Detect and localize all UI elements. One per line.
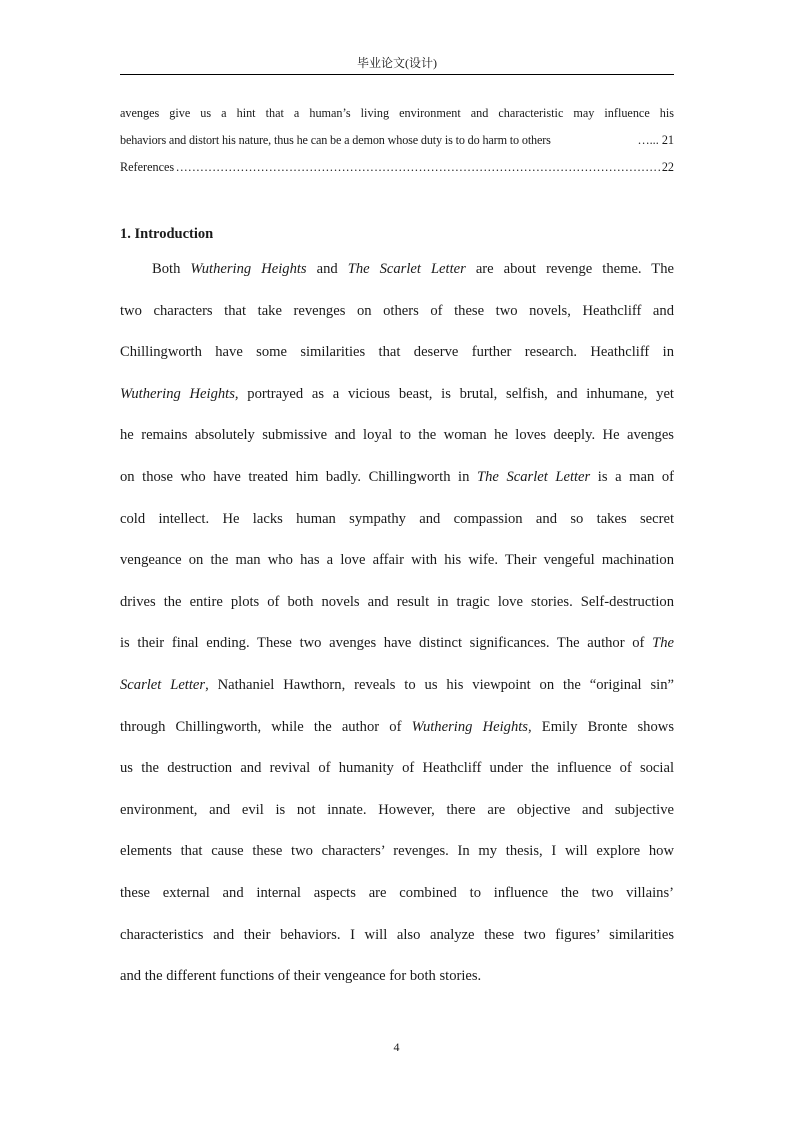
book-title: The <box>652 635 674 652</box>
toc-entry-line: avenges give us a hint that a human’s living environment and characteristic may influence his <box>120 106 674 120</box>
section-heading: 1. Introduction <box>120 226 214 242</box>
paragraph-line: and the different functions of their vengeance for both stories. <box>120 968 482 985</box>
header-title: 毕业论文(设计) <box>357 56 437 70</box>
book-title: Wuthering Heights <box>411 718 528 735</box>
paragraph-line: characteristics and their behaviors. I will also analyze these two figures’ similarities <box>120 926 674 943</box>
paragraph-line: us the destruction and revival of humanity of Heathcliff under the influence of social <box>120 760 674 777</box>
paragraph-line: environment, and evil is not innate. However, there are objective and subjective <box>120 801 674 818</box>
paragraph-line: Wuthering Heights, portrayed as a vicious beast, is brutal, selfish, and inhumane, yet <box>120 385 674 402</box>
paragraph-line: Both Wuthering Heights and The Scarlet Letter are about revenge theme. The <box>152 261 674 277</box>
book-title: The Scarlet Letter <box>476 468 591 485</box>
page-number: 4 <box>393 1040 400 1054</box>
body-paragraph <box>120 249 674 998</box>
toc-entry-text: behaviors and distort his nature, thus he can be a demon whose duty is to do harm to others <box>120 133 551 147</box>
toc-references[interactable] <box>120 154 674 181</box>
paragraph-line: drives the entire plots of both novels and result in tragic love stories. Self-destruction <box>120 593 674 610</box>
table-of-contents <box>120 100 674 181</box>
toc-entry-page <box>637 127 674 154</box>
paragraph-line: on those who have treated him badly. Chillingworth in The Scarlet Letter is a man of <box>120 468 674 485</box>
toc-leader: …... <box>637 133 659 147</box>
book-title: Scarlet Letter <box>120 676 206 693</box>
paragraph-line: vengeance on the man who has a love affair with his wife. Their vengeful machination <box>120 552 674 569</box>
page-header <box>120 50 674 75</box>
paragraph-line: cold intellect. He lacks human sympathy and compassion and so takes secret <box>120 510 674 527</box>
toc-entry-line <box>120 127 674 154</box>
paragraph-line: he remains absolutely submissive and loyal to the woman he loves deeply. He avenges <box>120 427 674 444</box>
paragraph-line: Chillingworth have some similarities that deserve further research. Heathcliff in <box>120 344 674 361</box>
book-title: The Scarlet Letter <box>347 261 466 277</box>
paragraph-line: through Chillingworth, while the author of Wuthering Heights, Emily Bronte shows <box>120 718 674 735</box>
book-title: Wuthering Heights <box>120 385 235 402</box>
paragraph-line: elements that cause these two characters’ revenges. In my thesis, I will explore how <box>120 843 674 860</box>
paragraph-line: is their final ending. These two avenges have distinct significances. The author of The <box>120 635 674 652</box>
toc-page-number: 22 <box>661 160 674 174</box>
book-title: Wuthering Heights <box>190 261 307 277</box>
toc-page-number: 21 <box>661 133 674 147</box>
paragraph-line: Scarlet Letter, Nathaniel Hawthorn, reveals to us his viewpoint on the “original sin” <box>120 676 674 693</box>
paragraph-line: two characters that take revenges on others of these two novels, Heathcliff and <box>120 302 674 319</box>
toc-references-label: References <box>120 160 175 174</box>
paragraph-line: these external and internal aspects are combined to influence the two villains’ <box>120 884 674 901</box>
toc-leader <box>176 154 660 181</box>
